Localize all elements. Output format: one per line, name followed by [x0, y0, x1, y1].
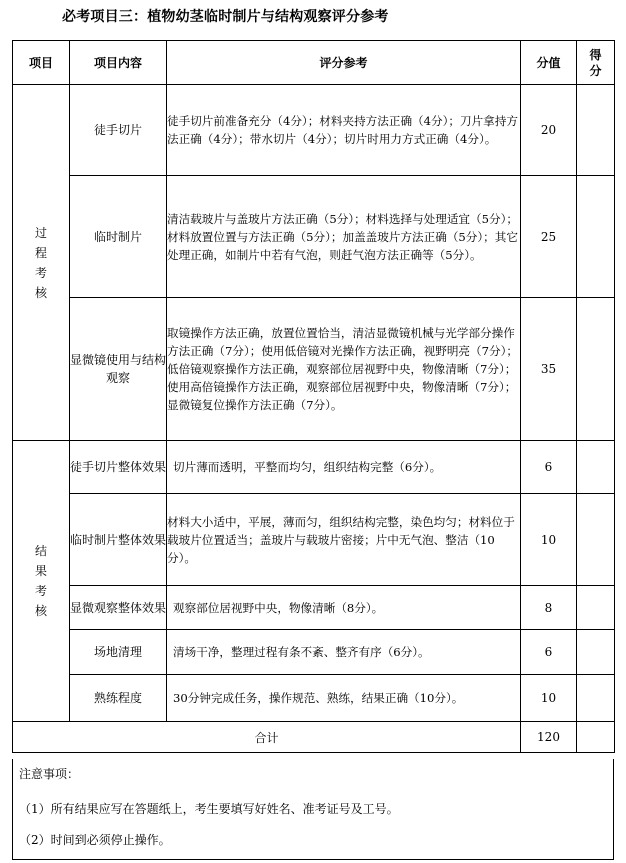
notes-heading: 注意事项：: [19, 767, 80, 781]
item-label: 临时制片整体效果: [70, 494, 167, 586]
reference-text: 徒手切片前准备充分（4分）；材料夹持方法正确（4分）；刀片拿持方法正确（4分）；带水切片（4分）；切片时用力方式正确（4分）。: [167, 85, 521, 176]
header-value: 分值: [521, 41, 577, 85]
category-result-label: 结果考核: [34, 544, 47, 618]
score-value: 8: [521, 586, 577, 630]
reference-text: 清洁载玻片与盖玻片方法正确（5分）；材料选择与处理适宜（5分）；材料放置位置与方法正确（5分）；加盖盖玻片方法正确（5分）；其它处理正确，如制片中若有气泡，则赶气泡方法正确等（5分）。: [167, 176, 521, 298]
score-value: 20: [521, 85, 577, 176]
points-cell: [577, 298, 615, 441]
header-content: 项目内容: [70, 41, 167, 85]
item-label: 显微观察整体效果: [70, 586, 167, 630]
reference-text: 切片薄而透明，平整而均匀，组织结构完整（6分）。: [167, 441, 521, 494]
points-cell: [577, 441, 615, 494]
points-cell: [577, 176, 615, 298]
page-title: 必考项目三：植物幼茎临时制片与结构观察评分参考: [62, 9, 389, 25]
table-row: [13, 298, 615, 441]
points-cell: [577, 85, 615, 176]
item-label: 徒手切片整体效果: [70, 441, 167, 494]
scoring-table: [12, 40, 615, 753]
item-label: 临时制片: [70, 176, 167, 298]
points-cell: [577, 494, 615, 586]
table-row: [13, 630, 615, 675]
table-row: [13, 586, 615, 630]
score-value: 10: [521, 494, 577, 586]
item-label: 显微镜使用与结构观察: [70, 298, 167, 441]
item-label: 熟练程度: [70, 675, 167, 722]
total-score: 120: [521, 722, 577, 753]
category-result: [13, 441, 70, 722]
header-project: 项目: [13, 41, 70, 85]
total-points-cell: [577, 722, 615, 753]
score-value: 25: [521, 176, 577, 298]
header-points: [577, 41, 615, 85]
reference-text: 材料大小适中，平展，薄而匀，组织结构完整，染色均匀；材料位于载玻片位置适当；盖玻片与载玻片密接；片中无气泡、整洁（10分）。: [167, 494, 521, 586]
header-reference: 评分参考: [167, 41, 521, 85]
note-item: （1）所有结果应写在答题纸上，考生要填写好姓名、准考证号及工号。: [19, 802, 399, 816]
notes-section: [12, 759, 614, 860]
table-row: [13, 675, 615, 722]
table-row: [13, 85, 615, 176]
points-cell: [577, 675, 615, 722]
points-cell: [577, 586, 615, 630]
score-value: 10: [521, 675, 577, 722]
reference-text: 30分钟完成任务，操作规范、熟练，结果正确（10分）。: [167, 675, 521, 722]
category-process-label: 过程考核: [34, 225, 47, 300]
reference-text: 取镜操作方法正确，放置位置恰当，清洁显微镜机械与光学部分操作方法正确（7分）；使用低倍镜对光操作方法正确，视野明亮（7分）；低倍镜观察操作方法正确，观察部位居视野中央，物像清晰（7分）；使用高倍镜操作方法正确，观察部位居视野中央，物像清晰（7分）；显微镜复位操作方法正确（7分）。: [167, 298, 521, 441]
category-process: [13, 85, 70, 441]
score-value: 35: [521, 298, 577, 441]
total-row: [13, 722, 615, 753]
points-cell: [577, 630, 615, 675]
table-row: [13, 441, 615, 494]
item-label: 场地清理: [70, 630, 167, 675]
table-header-row: [13, 41, 615, 85]
item-label: 徒手切片: [70, 85, 167, 176]
table-row: [13, 494, 615, 586]
header-points-text: 得分: [589, 47, 602, 78]
reference-text: 观察部位居视野中央，物像清晰（8分）。: [167, 586, 521, 630]
table-row: [13, 176, 615, 298]
note-item: （2）时间到必须停止操作。: [19, 833, 171, 847]
score-value: 6: [521, 441, 577, 494]
total-label: 合计: [13, 722, 521, 753]
score-value: 6: [521, 630, 577, 675]
reference-text: 清场干净，整理过程有条不紊、整齐有序（6分）。: [167, 630, 521, 675]
